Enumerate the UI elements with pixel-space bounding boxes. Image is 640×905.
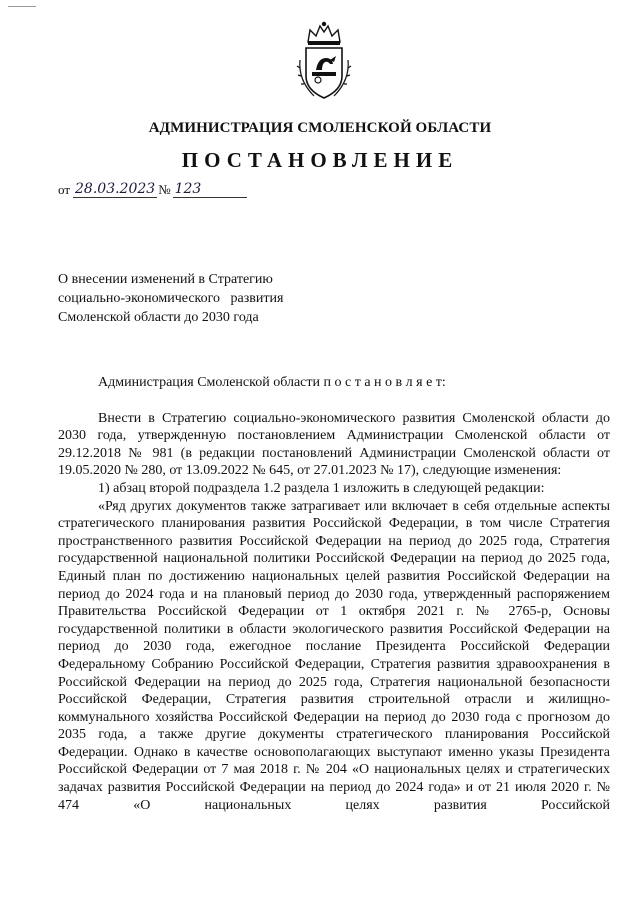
number-sign: № [158, 182, 171, 197]
subject-line: О внесении изменений в Стратегию [58, 272, 273, 287]
document-type-title: ПОСТАНОВЛЕНИЕ [181, 148, 459, 172]
date-number-line [58, 182, 248, 198]
subject-line: Смоленской области до 2030 года [58, 310, 259, 325]
scan-corner-mark [8, 6, 36, 7]
resolution-preamble: Администрация Смоленской области п о с т а н о в л я е т: [98, 375, 446, 390]
handwritten-date: 28.03.2023 [75, 181, 156, 197]
document-body [58, 374, 610, 814]
handwritten-number: 123 [173, 182, 247, 198]
body-paragraph: 1) абзац второй подраздела 1.2 раздела 1 изложить в следующей редакции: [98, 480, 545, 496]
subject-line: социально-экономического развития [58, 291, 284, 306]
body-paragraph: «Ряд других документов также затрагивает или включает в себя отдельные аспекты стратегического планирования развития Российской Федерации, в том числе Стратегия пространственного развития Российской Федерации на период до 2025 года, Стратегия государственной национальной политики Российской Федерации на период до 2025 года, Единый план по достижению национальных целей развития Российской Федерации на период до 2024 года и на плановый период до 2030 года, утвержденный распоряжением Правительства Российской Федерации от 1 октября 2021 г. № 2765-р, Основы государственной политики в области экологического развития Российской Федерации на период до 2030 года, ежегодное послание Президента Российской Федерации Федеральному Собранию Российской Федерации, Стратегия развития здравоохранения в Российской Федерации на период до 2025 года, Стратегия национальной безопасности Российской Федерации, Стратегия развития строительной отрасли и жилищно-коммунального хозяйства Российской Федерации на период до 2030 года с прогнозом до 2035 года, а также другие документы стратегического планирования Российской Федерации. Однако в качестве основополагающих выступают именно указы Президента Российской Федерации от 7 мая 2018 г. № 204 «О национальных целях и стратегических задачах развития Российской Федерации на период до 2024 года» и от 21 июля 2020 г. № 474 «О национальных целях развития Российской [58, 498, 610, 813]
smolensk-coat-of-arms-icon [292, 20, 356, 102]
date-prefix: от [58, 182, 71, 197]
document-subject [58, 270, 283, 327]
organization-title: АДМИНИСТРАЦИЯ СМОЛЕНСКОЙ ОБЛАСТИ [148, 120, 492, 136]
body-paragraph: Внести в Стратегию социально-экономического развития Смоленской области до 2030 года, утвержденную постановлением Администрации Смоленской области от 29.12.2018 № 981 (в редакции постановлений Администрации Смоленской области от 19.05.2020 № 280, от 13.09.2022 № 645, от 27.01.2023 № 17), следующие изменения: [58, 410, 610, 479]
